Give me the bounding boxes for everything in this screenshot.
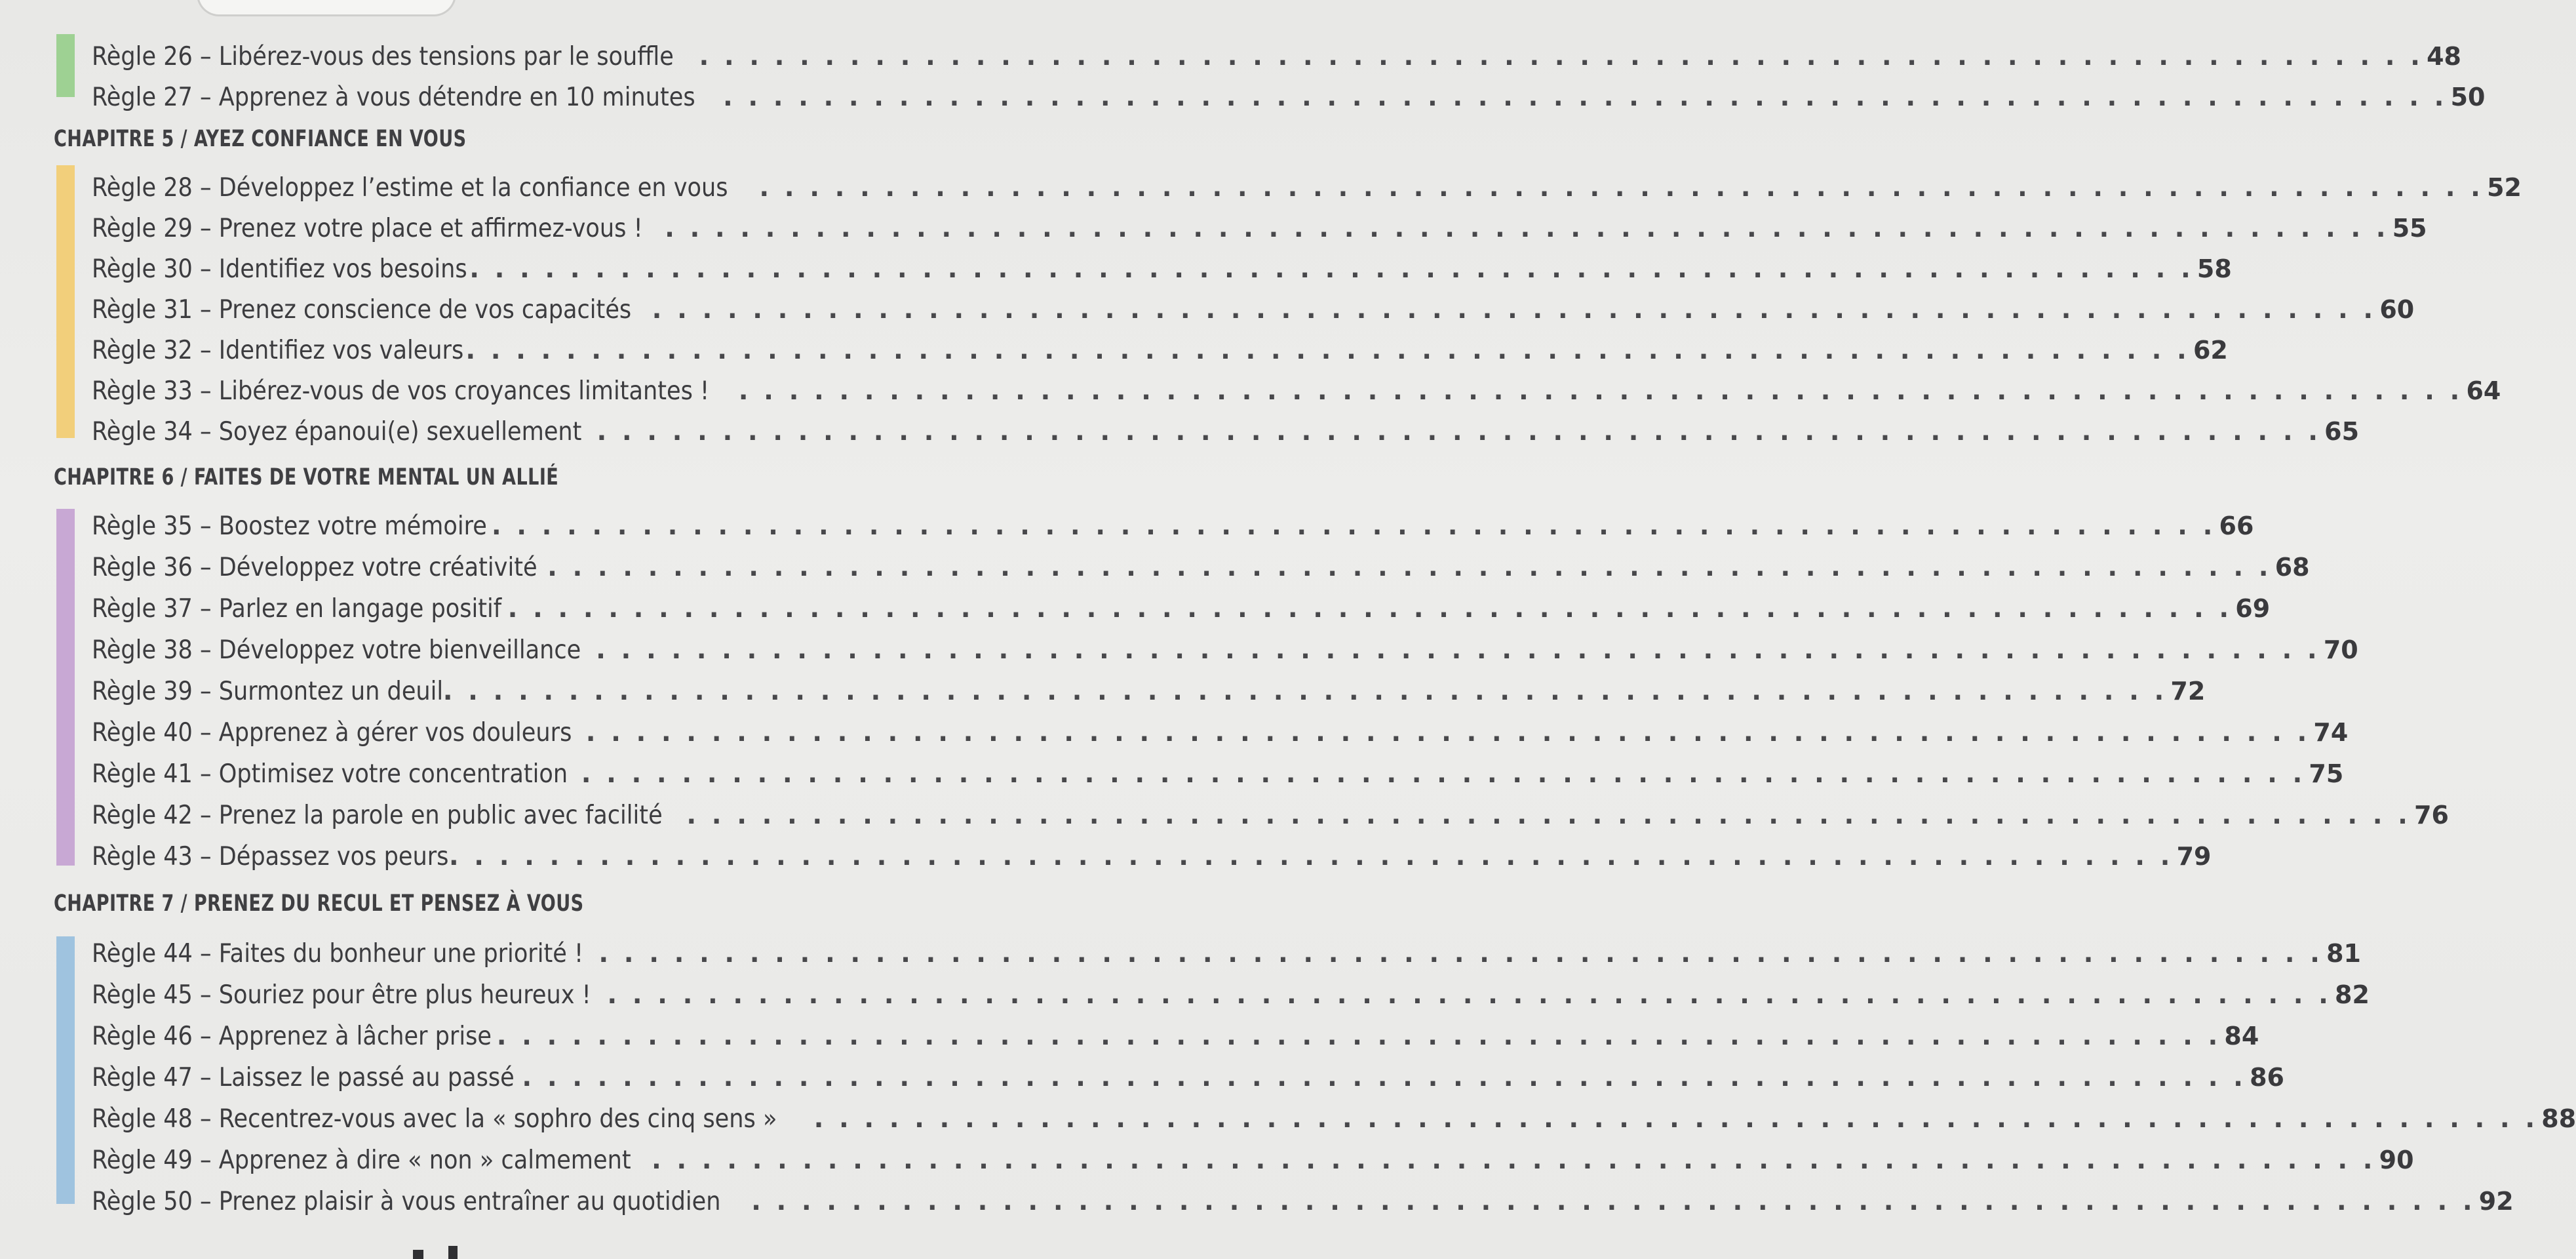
- toc-entry[interactable]: [92, 1104, 2576, 1145]
- entry-label: Règle 34 – Soyez épanoui(e) sexuellement: [92, 417, 582, 447]
- leader-dots: . . . . . . . . . . . . . . . . . . . . . . . . . . . . . . . . . . . . . . . . . . . . . . . . . . . . . . . . . . . . . . . . . . . . .: [496, 1022, 2221, 1051]
- entry-page-number: 79: [2176, 842, 2212, 871]
- leader-dots: . . . . . . . . . . . . . . . . . . . . . . . . . . . . . . . . . . . . . . . . . . . . . . . . . . . . . . . . . . . . . . . . . . . . .: [469, 254, 2194, 284]
- leader-dots: . . . . . . . . . . . . . . . . . . . . . . . . . . . . . . . . . . . . . . . . . . . . . . . . . . . . . . . . . . . . . . . . . . . . .: [547, 553, 2272, 582]
- leader-dots: . . . . . . . . . . . . . . . . . . . . . . . . . . . . . . . . . . . . . . . . . . . . . . . . . . . . . . . . . . . . . . . . . . . . .: [598, 939, 2323, 969]
- toc-entry[interactable]: [92, 553, 2310, 593]
- entry-page-number: 70: [2323, 635, 2358, 664]
- entry-label: Règle 30 – Identifiez vos besoins: [92, 254, 467, 284]
- toc-entry[interactable]: [92, 376, 2501, 417]
- toc-entry[interactable]: [92, 1022, 2259, 1062]
- toc-entry[interactable]: [92, 173, 2522, 214]
- cut-off-glyphs: [406, 1245, 485, 1259]
- chapter-title[interactable]: CHAPITRE 5 / AYEZ CONFIANCE EN VOUS: [54, 126, 467, 152]
- toc-entry[interactable]: [92, 759, 2344, 800]
- leader-dots: . . . . . . . . . . . . . . . . . . . . . . . . . . . . . . . . . . . . . . . . . . . . . . . . . . . . . . . . . . . . . . . . . . . . .: [665, 214, 2389, 243]
- entry-label: Règle 46 – Apprenez à lâcher prise: [92, 1022, 492, 1051]
- entry-page-number: 76: [2414, 801, 2449, 829]
- toc-entry[interactable]: [92, 214, 2427, 254]
- leader-dots: . . . . . . . . . . . . . . . . . . . . . . . . . . . . . . . . . . . . . . . . . . . . . . . . . . . . . . . . . . . . . . . . . . . . .: [442, 677, 2168, 706]
- entry-page-number: 60: [2379, 295, 2415, 324]
- entry-page-number: 66: [2219, 511, 2254, 540]
- entry-label: Règle 33 – Libérez-vous de vos croyances limitantes !: [92, 376, 710, 406]
- entry-page-number: 92: [2478, 1187, 2514, 1216]
- entry-page-number: 48: [2427, 42, 2461, 71]
- chapter7-color-bar: [56, 936, 75, 1204]
- entry-label: Règle 36 – Développez votre créativité: [92, 553, 537, 582]
- toc-entry[interactable]: [92, 511, 2254, 552]
- entry-page-number: 55: [2392, 214, 2427, 243]
- leader-dots: . . . . . . . . . . . . . . . . . . . . . . . . . . . . . . . . . . . . . . . . . . . . . . . . . . . . . . . . . . . . . . . . . . . . .: [596, 417, 2322, 447]
- toc-entry[interactable]: [92, 635, 2358, 676]
- toc-entry[interactable]: [92, 1063, 2284, 1104]
- page-tab-shape: [197, 0, 456, 16]
- leader-dots: . . . . . . . . . . . . . . . . . . . . . . . . . . . . . . . . . . . . . . . . . . . . . . . . . . . . . . . . . . . . . . . . . . . . .: [596, 635, 2320, 665]
- entry-page-number: 84: [2224, 1022, 2259, 1050]
- entry-page-number: 62: [2193, 336, 2228, 365]
- leader-dots: . . . . . . . . . . . . . . . . . . . . . . . . . . . . . . . . . . . . . . . . . . . . . . . . . . . . . . . . . . . . . . . . . . . . .: [686, 801, 2411, 830]
- chapter-title[interactable]: CHAPITRE 6 / FAITES DE VOTRE MENTAL UN ALLIÉ: [54, 464, 559, 490]
- entry-label: Règle 48 – Recentrez-vous avec la « sophro des cinq sens »: [92, 1104, 777, 1134]
- entry-label: Règle 35 – Boostez votre mémoire: [92, 511, 487, 541]
- toc-entry[interactable]: [92, 417, 2360, 458]
- entry-page-number: 64: [2466, 376, 2501, 405]
- chapter-title[interactable]: CHAPITRE 7 / PRENEZ DU RECUL ET PENSEZ À VOUS: [54, 890, 584, 917]
- leader-dots: . . . . . . . . . . . . . . . . . . . . . . . . . . . . . . . . . . . . . . . . . . . . . . . . . . . . . . . . . . . . . . . . . . . . .: [759, 173, 2484, 203]
- entry-label: Règle 41 – Optimisez votre concentration: [92, 759, 568, 789]
- entry-page-number: 65: [2324, 417, 2360, 446]
- leader-dots: . . . . . . . . . . . . . . . . . . . . . . . . . . . . . . . . . . . . . . . . . . . . . . . . . . . . . . . . . . . . . . . . . . . . .: [581, 759, 2306, 789]
- chapter5-color-bar: [56, 165, 75, 438]
- leader-dots: . . . . . . . . . . . . . . . . . . . . . . . . . . . . . . . . . . . . . . . . . . . . . . . . . . . . . . . . . . . . . . . . . . . . .: [507, 594, 2233, 624]
- toc-entry[interactable]: [92, 677, 2206, 717]
- entry-page-number: 88: [2541, 1104, 2576, 1133]
- entry-page-number: 86: [2250, 1063, 2284, 1092]
- entry-label: Règle 37 – Parlez en langage positif: [92, 594, 502, 624]
- entry-label: Règle 47 – Laissez le passé au passé: [92, 1063, 515, 1092]
- toc-entry[interactable]: [92, 42, 2461, 83]
- leader-dots: . . . . . . . . . . . . . . . . . . . . . . . . . . . . . . . . . . . . . . . . . . . . . . . . . . . . . . . . . . . . . . . . . . . . .: [722, 83, 2448, 112]
- entry-label: Règle 38 – Développez votre bienveillance: [92, 635, 581, 665]
- entry-page-number: 58: [2196, 254, 2232, 283]
- toc-entry[interactable]: [92, 801, 2449, 841]
- toc-entry[interactable]: [92, 842, 2212, 883]
- entry-label: Règle 43 – Dépassez vos peurs: [92, 842, 449, 871]
- entry-label: Règle 42 – Prenez la parole en public avec facilité: [92, 801, 663, 830]
- entry-label: Règle 29 – Prenez votre place et affirmez-vous !: [92, 214, 643, 243]
- toc-entry[interactable]: [92, 1146, 2414, 1186]
- toc-entry[interactable]: [92, 1187, 2514, 1228]
- entry-page-number: 68: [2274, 553, 2310, 582]
- leader-dots: . . . . . . . . . . . . . . . . . . . . . . . . . . . . . . . . . . . . . . . . . . . . . . . . . . . . . . . . . . . . . . . . . . . . .: [652, 1146, 2376, 1175]
- toc-entry[interactable]: [92, 295, 2415, 336]
- entry-page-number: 81: [2326, 939, 2361, 968]
- entry-label: Règle 45 – Souriez pour être plus heureux !: [92, 980, 591, 1010]
- entry-page-number: 82: [2335, 980, 2370, 1009]
- entry-label: Règle 26 – Libérez-vous des tensions par le souffle: [92, 42, 674, 71]
- entry-label: Règle 32 – Identifiez vos valeurs: [92, 336, 464, 365]
- entry-page-number: 72: [2170, 677, 2206, 706]
- toc-entry[interactable]: [92, 718, 2349, 759]
- chapter6-color-bar: [56, 509, 75, 866]
- entry-label: Règle 39 – Surmontez un deuil: [92, 677, 444, 706]
- leader-dots: . . . . . . . . . . . . . . . . . . . . . . . . . . . . . . . . . . . . . . . . . . . . . . . . . . . . . . . . . . . . . . . . . . . . .: [448, 842, 2174, 871]
- leader-dots: . . . . . . . . . . . . . . . . . . . . . . . . . . . . . . . . . . . . . . . . . . . . . . . . . . . . . . . . . . . . . . . . . . . . .: [652, 295, 2377, 325]
- toc-entry[interactable]: [92, 594, 2271, 635]
- entry-page-number: 50: [2450, 83, 2486, 111]
- toc-entry[interactable]: [92, 83, 2486, 123]
- entry-label: Règle 40 – Apprenez à gérer vos douleurs: [92, 718, 572, 748]
- leader-dots: . . . . . . . . . . . . . . . . . . . . . . . . . . . . . . . . . . . . . . . . . . . . . . . . . . . . . . . . . . . . . . . . . . . . .: [522, 1063, 2246, 1092]
- leader-dots: . . . . . . . . . . . . . . . . . . . . . . . . . . . . . . . . . . . . . . . . . . . . . . . . . . . . . . . . . . . . . . . . . . . . .: [465, 336, 2190, 365]
- entry-page-number: 52: [2487, 173, 2522, 202]
- leader-dots: . . . . . . . . . . . . . . . . . . . . . . . . . . . . . . . . . . . . . . . . . . . . . . . . . . . . . . . . . . . . . . . . . . . . .: [607, 980, 2332, 1010]
- entry-label: Règle 28 – Développez l’estime et la confiance en vous: [92, 173, 728, 203]
- leader-dots: . . . . . . . . . . . . . . . . . . . . . . . . . . . . . . . . . . . . . . . . . . . . . . . . . . . . . . . . . . . . . . . . . . . . .: [585, 718, 2311, 748]
- toc-entry[interactable]: [92, 939, 2361, 980]
- leader-dots: . . . . . . . . . . . . . . . . . . . . . . . . . . . . . . . . . . . . . . . . . . . . . . . . . . . . . . . . . . . . . . . . . . . . .: [813, 1104, 2539, 1134]
- leader-dots: . . . . . . . . . . . . . . . . . . . . . . . . . . . . . . . . . . . . . . . . . . . . . . . . . . . . . . . . . . . . . . . . . . . . .: [491, 511, 2216, 541]
- toc-entry[interactable]: [92, 254, 2232, 295]
- entry-page-number: 74: [2313, 718, 2349, 747]
- leader-dots: . . . . . . . . . . . . . . . . . . . . . . . . . . . . . . . . . . . . . . . . . . . . . . . . . . . . . . . . . . . . . . . . . . . . .: [751, 1187, 2476, 1216]
- leader-dots: . . . . . . . . . . . . . . . . . . . . . . . . . . . . . . . . . . . . . . . . . . . . . . . . . . . . . . . . . . . . . . . . . . . . .: [738, 376, 2463, 406]
- entry-page-number: 75: [2309, 759, 2344, 788]
- entry-label: Règle 49 – Apprenez à dire « non » calmement: [92, 1146, 631, 1175]
- entry-page-number: 69: [2235, 594, 2271, 623]
- entry-page-number: 90: [2379, 1146, 2414, 1174]
- entry-label: Règle 27 – Apprenez à vous détendre en 10 minutes: [92, 83, 695, 112]
- toc-entry[interactable]: [92, 980, 2370, 1021]
- entry-label: Règle 50 – Prenez plaisir à vous entraîner au quotidien: [92, 1187, 721, 1216]
- entry-label: Règle 31 – Prenez conscience de vos capacités: [92, 295, 632, 325]
- toc-entry[interactable]: [92, 336, 2228, 376]
- chapter4-color-bar: [56, 34, 75, 97]
- leader-dots: . . . . . . . . . . . . . . . . . . . . . . . . . . . . . . . . . . . . . . . . . . . . . . . . . . . . . . . . . . . . . . . . . . . . .: [699, 42, 2423, 71]
- entry-label: Règle 44 – Faites du bonheur une priorité !: [92, 939, 584, 969]
